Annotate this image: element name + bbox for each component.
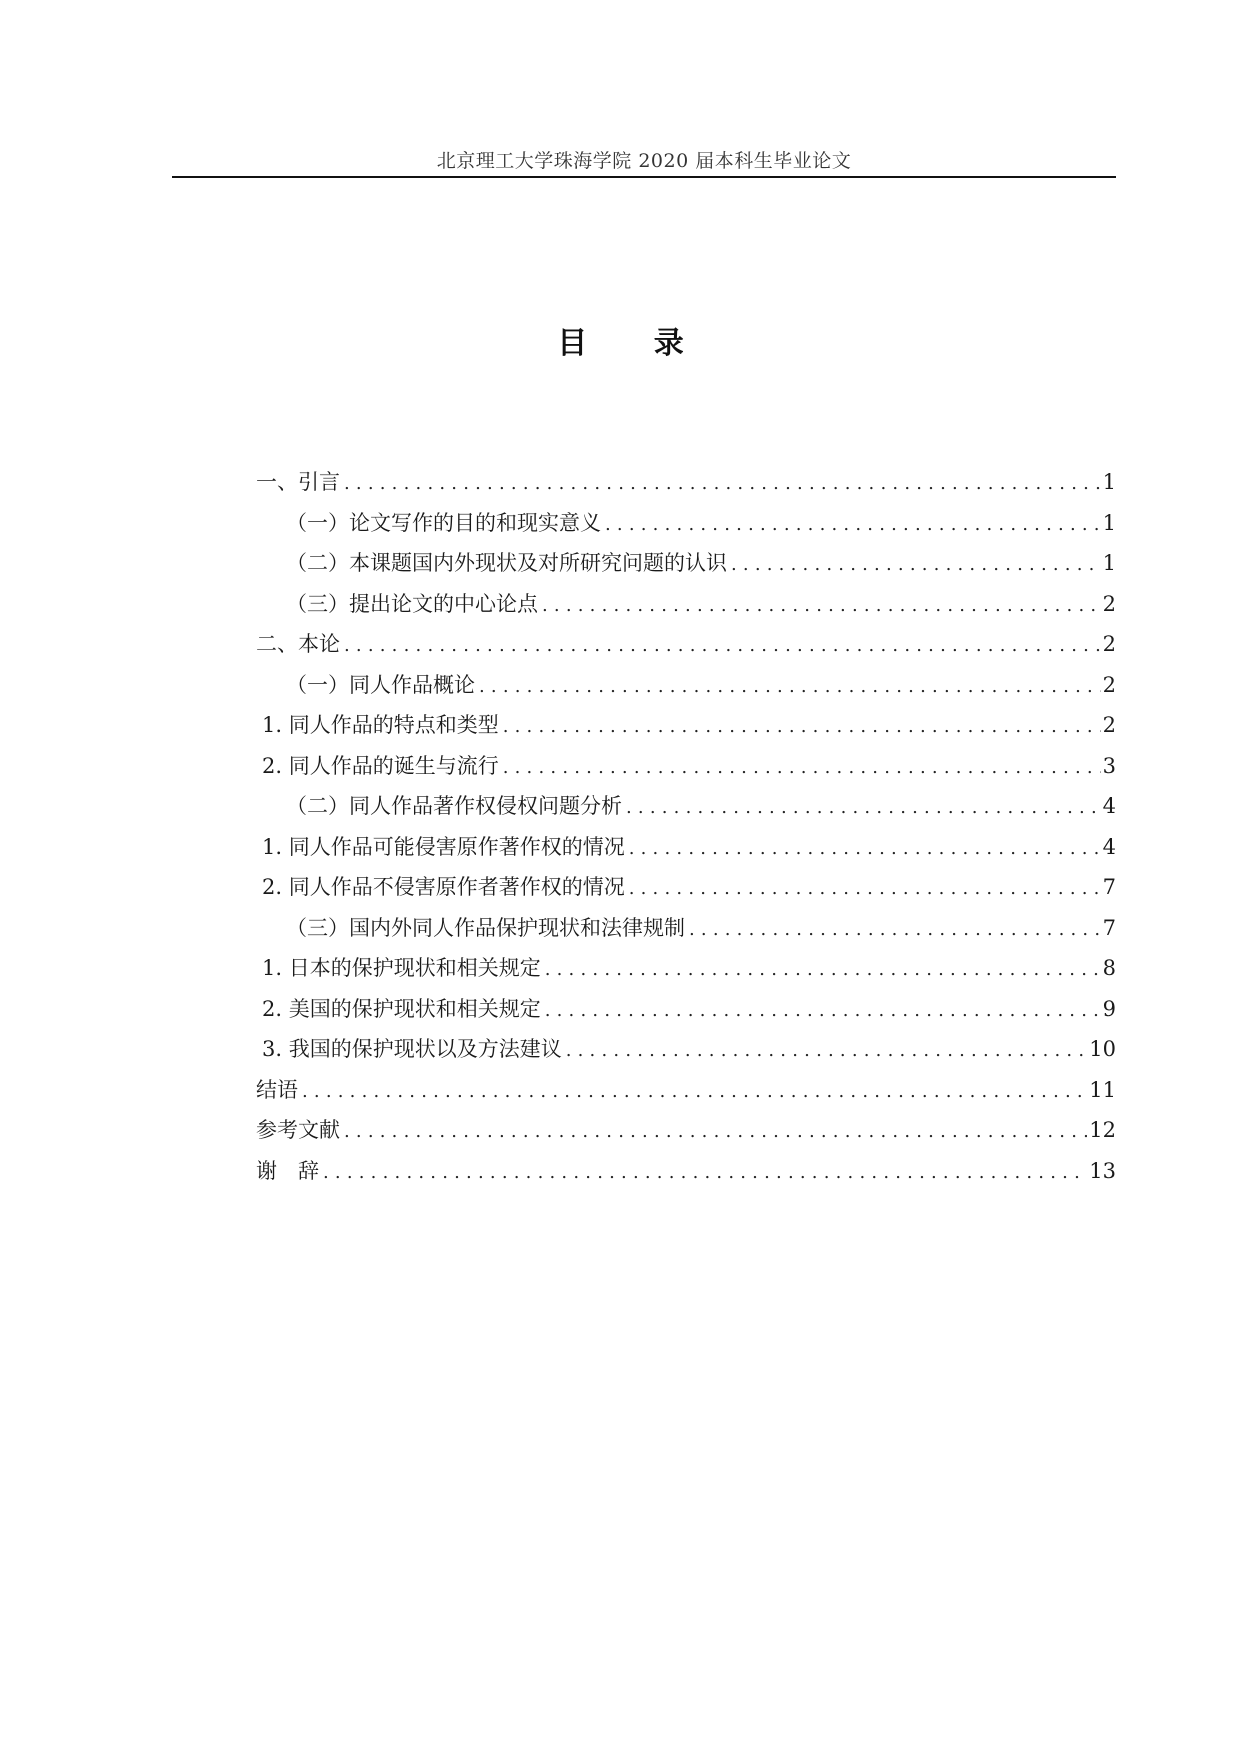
toc-entry[interactable] xyxy=(256,786,1116,827)
toc-entry-text: 二、本论 xyxy=(256,632,340,656)
toc-page-number: 10 xyxy=(1089,1037,1116,1061)
dot-leader xyxy=(629,829,1101,870)
toc-entry[interactable] xyxy=(256,665,1116,706)
toc-entry[interactable] xyxy=(256,948,1116,989)
toc-entry-text: 一、引言 xyxy=(256,470,340,494)
dot-leader xyxy=(323,1153,1087,1194)
toc-page-number: 4 xyxy=(1102,794,1116,818)
toc-page-number: 7 xyxy=(1102,875,1116,899)
toc-entry[interactable] xyxy=(256,1070,1116,1111)
dot-leader xyxy=(542,586,1101,627)
toc-page-number: 2 xyxy=(1102,632,1116,656)
toc-page-number: 12 xyxy=(1089,1118,1116,1142)
toc-page-number: 8 xyxy=(1102,956,1116,980)
toc-page-number: 1 xyxy=(1102,551,1116,575)
toc-page-number: 2 xyxy=(1102,713,1116,737)
toc-entry[interactable] xyxy=(256,584,1116,625)
toc-entry[interactable] xyxy=(256,827,1116,868)
dot-leader xyxy=(689,910,1101,951)
toc-entry[interactable] xyxy=(256,462,1116,503)
dot-leader xyxy=(731,545,1101,586)
dot-leader xyxy=(344,626,1101,667)
toc-entry-text: 2. 同人作品的诞生与流行 xyxy=(262,753,499,778)
toc-entry-text: （三）国内外同人作品保护现状和法律规制 xyxy=(286,915,685,940)
toc-page-number: 1 xyxy=(1102,470,1116,494)
toc-entry-text: （一）论文写作的目的和现实意义 xyxy=(286,510,601,535)
toc-entry[interactable] xyxy=(256,908,1116,949)
dot-leader xyxy=(626,788,1101,829)
toc-entry-text: 参考文献 xyxy=(256,1118,340,1142)
toc-entry[interactable] xyxy=(256,746,1116,787)
dot-leader xyxy=(302,1072,1087,1113)
table-of-contents xyxy=(256,462,1116,1191)
toc-entry[interactable] xyxy=(256,543,1116,584)
toc-entry[interactable] xyxy=(256,624,1116,665)
toc-page-number: 1 xyxy=(1102,510,1116,535)
toc-page-number: 11 xyxy=(1089,1077,1116,1102)
toc-entry-text: 1. 日本的保护现状和相关规定 xyxy=(262,956,541,980)
toc-entry[interactable] xyxy=(256,1029,1116,1070)
toc-page-number: 3 xyxy=(1102,753,1116,778)
running-header: 北京理工大学珠海学院 2020 届本科生毕业论文 xyxy=(436,150,852,172)
dot-leader xyxy=(566,1031,1088,1072)
toc-entry[interactable] xyxy=(256,503,1116,544)
dot-leader xyxy=(629,869,1101,910)
dot-leader xyxy=(545,991,1101,1032)
toc-entry-text: （三）提出论文的中心论点 xyxy=(286,591,538,616)
dot-leader xyxy=(503,707,1101,748)
dot-leader xyxy=(479,667,1101,708)
toc-entry-text: 谢 辞 xyxy=(256,1158,319,1183)
toc-page-number: 4 xyxy=(1102,834,1116,859)
toc-page-number: 7 xyxy=(1102,915,1116,940)
dot-leader xyxy=(605,505,1101,546)
toc-entry-text: 2. 同人作品不侵害原作者著作权的情况 xyxy=(262,875,625,899)
toc-entry-text: （一）同人作品概论 xyxy=(286,672,475,697)
dot-leader xyxy=(545,950,1101,991)
toc-entry[interactable] xyxy=(256,867,1116,908)
dot-leader xyxy=(503,748,1101,789)
toc-entry-text: 1. 同人作品的特点和类型 xyxy=(262,713,499,737)
toc-entry-text: （二）同人作品著作权侵权问题分析 xyxy=(286,794,622,818)
toc-entry[interactable] xyxy=(256,705,1116,746)
toc-page-number: 2 xyxy=(1102,672,1116,697)
toc-entry-text: 2. 美国的保护现状和相关规定 xyxy=(262,996,541,1021)
page-title: 目 录 xyxy=(557,326,712,361)
dot-leader xyxy=(344,1112,1087,1153)
toc-entry-text: （二）本课题国内外现状及对所研究问题的认识 xyxy=(286,551,727,575)
toc-entry-text: 结语 xyxy=(256,1077,298,1102)
toc-entry[interactable] xyxy=(256,989,1116,1030)
header-rule xyxy=(172,176,1116,178)
toc-page-number: 9 xyxy=(1102,996,1116,1021)
toc-entry-text: 1. 同人作品可能侵害原作著作权的情况 xyxy=(262,834,625,859)
toc-page-number: 13 xyxy=(1089,1158,1116,1183)
toc-page-number: 2 xyxy=(1102,591,1116,616)
toc-entry-text: 3. 我国的保护现状以及方法建议 xyxy=(262,1037,562,1061)
toc-entry[interactable] xyxy=(256,1110,1116,1151)
dot-leader xyxy=(344,464,1101,505)
toc-entry[interactable] xyxy=(256,1151,1116,1192)
